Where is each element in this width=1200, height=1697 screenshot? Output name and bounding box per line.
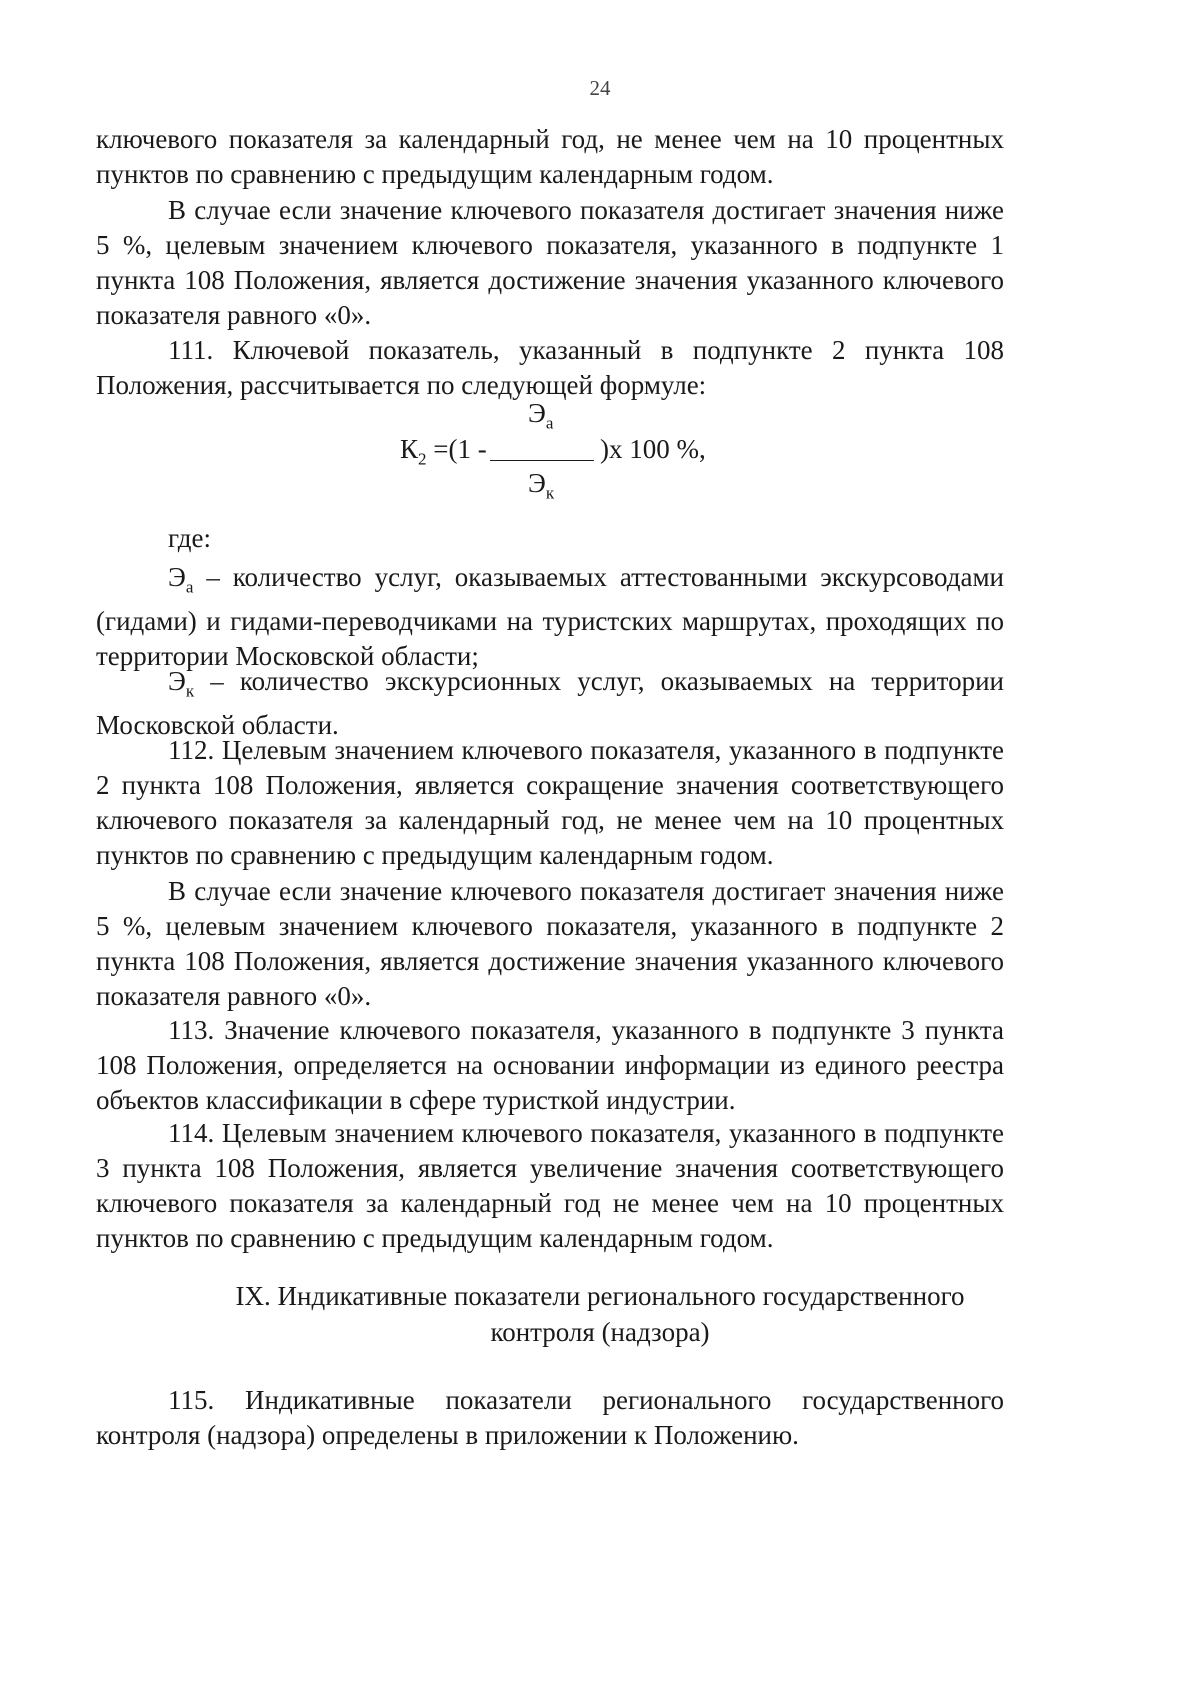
formula-denominator: $Э_к$ [528, 468, 555, 503]
paragraph-threshold-2: В случае если значение ключевого показателя достигает значения ниже 5 %, целевым значением ключевого показателя, указанного в подпункте 2 пункта 108 Положения, является достижение значения указанного ключевого показателя равного «0». [96, 876, 1004, 1011]
formula-numerator: $Э_а$ [528, 398, 554, 433]
paragraph-113: 113. Значение ключевого показателя, указанного в подпункте 3 пункта 108 Положения, определяется на основании информации из единого реестра объектов классификации в сфере туристкой индустрии. [96, 1015, 1004, 1115]
definition-ek: $Э_к$ – количество экскурсионных услуг, оказываемых на территории Московской области. [96, 666, 1004, 741]
paragraph-115: 115. Индикативные показатели регионального государственного контроля (надзора) определены в приложении к Положению. [96, 1385, 1004, 1450]
paragraph-continuation: ключевого показателя за календарный год, не менее чем на 10 процентных пунктов по сравнению с предыдущим календарным годом. [96, 124, 1004, 189]
page-number: 24 [589, 76, 611, 100]
formula-k2 [380, 398, 800, 503]
paragraph-111: 111. Ключевой показатель, указанный в подпункте 2 пункта 108 Положения, рассчитывается по следующей формуле: [96, 335, 1004, 400]
paragraph-112: 112. Целевым значением ключевого показателя, указанного в подпункте 2 пункта 108 Положения, является сокращение значения соответствующего ключевого показателя за календарный год, не менее чем на 10 процентных пунктов по сравнению с предыдущим календарным годом. [96, 735, 1004, 870]
fraction-bar [490, 460, 594, 461]
paragraph-114: 114. Целевым значением ключевого показателя, указанного в подпункте 3 пункта 108 Положения, является увеличение значения соответствующего ключевого показателя за календарный год не менее чем на 10 процентных пунктов по сравнению с предыдущим календарным годом. [96, 1118, 1004, 1253]
paragraph-threshold-1: В случае если значение ключевого показателя достигает значения ниже 5 %, целевым значением ключевого показателя, указанного в подпункте 1 пункта 108 Положения, является достижение значения указанного ключевого показателя равного «0». [96, 195, 1004, 330]
definition-ea: $Э_а$ – количество услуг, оказываемых аттестованными экскурсоводами (гидами) и гидами-переводчиками на туристских маршрутах, проходящих по территории Московской области; [96, 562, 1004, 672]
where-label: где: [168, 523, 211, 553]
section-heading-line-2: контроля (надзора) [490, 1317, 710, 1347]
formula-lhs: $К_2 =(1$ - [400, 434, 487, 469]
formula-rhs: )х 100 %, [600, 434, 706, 464]
section-heading-line-1: IX. Индикативные показатели регионального государственного [235, 1281, 965, 1311]
section-heading-ix [150, 1278, 1050, 1350]
